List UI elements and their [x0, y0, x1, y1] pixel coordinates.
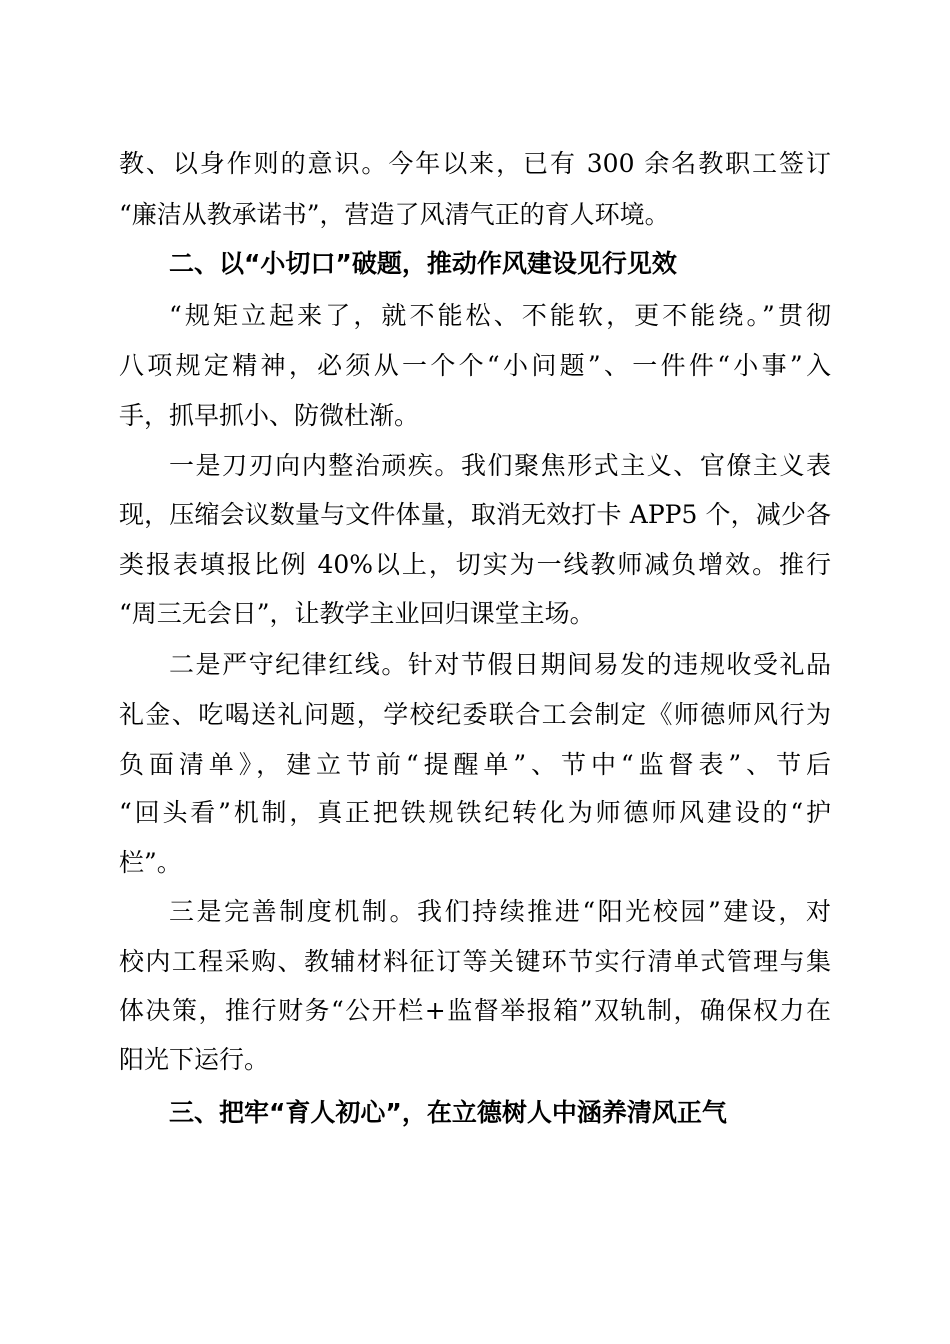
paragraph-line: 负面清单》，建立节前“提醒单”、节中“监督表”、节后: [119, 750, 831, 779]
paragraph-line: 栏”。: [119, 848, 182, 877]
paragraph-line: 体决策，推行财务“公开栏+监督举报箱”双轨制，确保权力在: [119, 996, 831, 1025]
paragraph-line: “回头看”机制，真正把铁规铁纪转化为师德师风建设的“护: [119, 798, 831, 827]
paragraph-line: 教、以身作则的意识。今年以来，已有 300 余名教职工签订: [119, 149, 831, 178]
paragraph-line: 现，压缩会议数量与文件体量，取消无效打卡 APP5 个，减少各: [119, 500, 831, 529]
paragraph-line: 三是完善制度机制。我们持续推进“阳光校园”建设，对: [169, 897, 831, 926]
paragraph-line: 八项规定精神，必须从一个个“小问题”、一件件“小事”入: [119, 351, 831, 380]
paragraph-line: “规矩立起来了，就不能松、不能软，更不能绕。”贯彻: [169, 301, 831, 330]
paragraph-line: “廉洁从教承诺书”，营造了风清气正的育人环境。: [119, 200, 670, 229]
paragraph-line: 阳光下运行。: [119, 1045, 270, 1074]
section-heading-3: 三、把牢“育人初心”，在立德树人中涵养清风正气: [169, 1098, 727, 1127]
section-heading-2: 二、以“小切口”破题，推动作风建设见行见效: [169, 249, 677, 278]
paragraph-line: 校内工程采购、教辅材料征订等关键环节实行清单式管理与集: [119, 947, 831, 976]
paragraph-line: 礼金、吃喝送礼问题，学校纪委联合工会制定《师德师风行为: [119, 700, 831, 729]
paragraph-line: 类报表填报比例 40%以上，切实为一线教师减负增效。推行: [119, 550, 831, 579]
paragraph-line: 手，抓早抓小、防微杜渐。: [119, 401, 420, 430]
paragraph-line: “周三无会日”，让教学主业回归课堂主场。: [119, 599, 595, 628]
paragraph-line: 二是严守纪律红线。针对节假日期间易发的违规收受礼品: [169, 650, 831, 679]
paragraph-line: 一是刀刃向内整治顽疾。我们聚焦形式主义、官僚主义表: [169, 451, 831, 480]
